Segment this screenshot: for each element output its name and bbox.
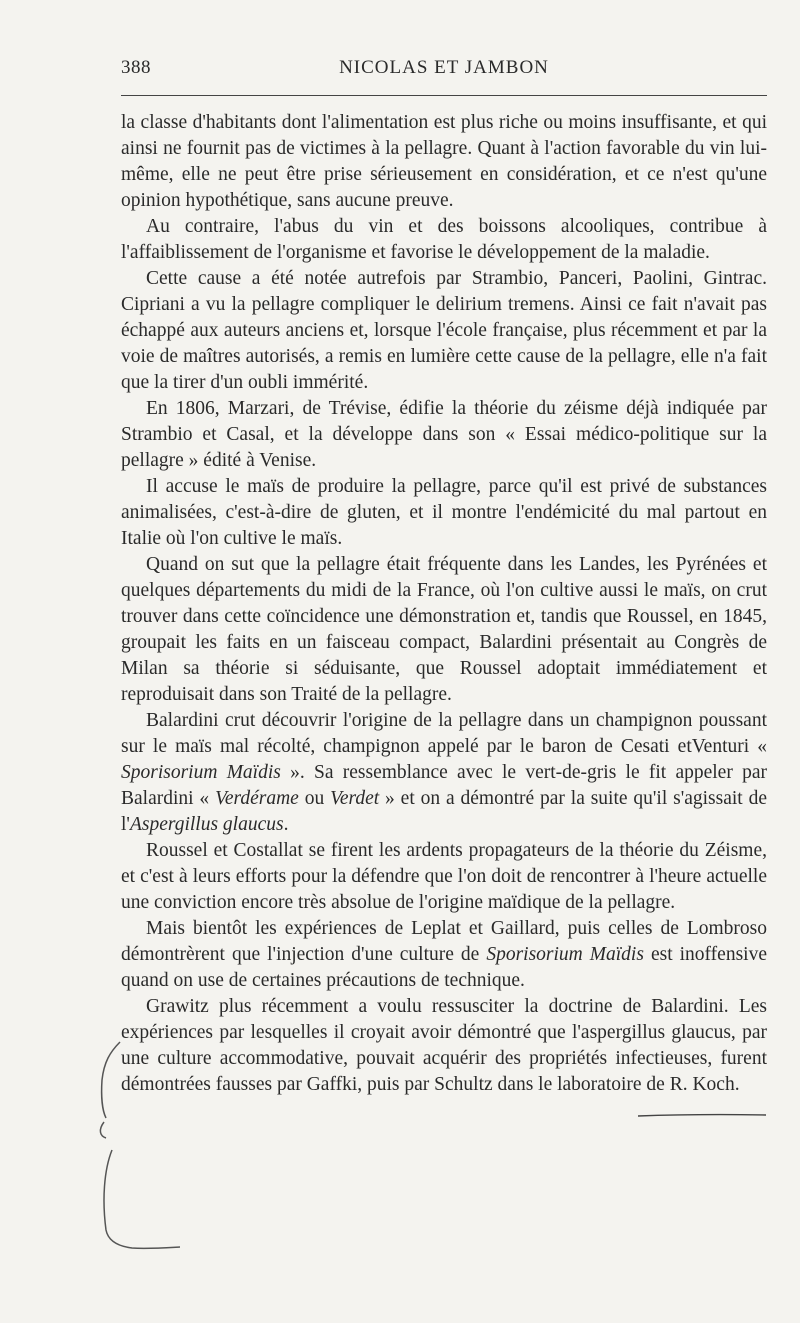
p7-text-3: ou [298,788,331,809]
paragraph-3: Cette cause a été notée autrefois par Strambio, Panceri, Paolini, Gintrac. Cipriani a vu la pellagre compliquer le delirium tremens. Ainsi ce fait n'avait pas échappé aux auteurs anciens et, lorsque l'école française, plus récemment et par la voie de maîtres autorisés, a remis en lumière cette cause de la pellagre, elle n'a fait que la tirer d'un oubli immérité. [121,268,767,393]
paragraph-2: Au contraire, l'abus du vin et des boissons alcooliques, contribue à l'affaiblissement de l'organisme et favorise le développement de la maladie. [121,216,767,263]
p7-italic-verderame: Verdérame [215,788,299,809]
p7-text-2: ». Sa ressemblance avec le vert-de-gris le fit appeler par Balardini « [121,762,767,809]
margin-pencil-bracket [92,1040,182,1255]
paragraph-1: la classe d'habitants dont l'alimentation est plus riche ou moins insuffisante, et qui ainsi ne fournit pas de victimes à la pellagre. Quant à l'action favorable du vin lui-même, elle ne peut être prise sérieusement en considération, et ce n'est qu'une opinion hypothétique, sans aucune preuve. [121,112,767,211]
p9-text-2: est inoffensive quand on use de certaines précautions de technique. [121,944,767,991]
p9-italic-sporisorium: Sporisorium Maïdis [486,944,644,965]
header-rule [121,95,767,96]
paragraph-8: Roussel et Costallat se firent les ardents propagateurs de la théorie du Zéisme, et c'est à leurs efforts pour la défendre que l'on doit de rencontrer à l'heure actuelle une conviction encore très absolue de l'origine maïdique de la pellagre. [121,840,767,913]
p7-text-4: » et on a démontré par la suite qu'il s'agissait de l' [121,788,768,835]
paragraph-6: Quand on sut que la pellagre était fréquente dans les Landes, les Pyrénées et quelques départements du midi de la France, où l'on cultive aussi le maïs, on crut trouver dans cette coïncidence une démonstration et, tandis que Roussel, en 1845, groupait les faits en un faisceau compact, Balardini présentait au Congrès de Milan sa théorie si séduisante, que Roussel adoptait immédiatement et reproduisait dans son Traité de la pellagre. [121,554,767,705]
p7-text-5: . [283,814,289,835]
p7-text-1: Balardini crut découvrir l'origine de la pellagre dans un champignon poussant sur le maïs mal récolté, champignon appelé par le baron de Cesati etVenturi « [121,710,767,757]
paragraph-5: Il accuse le maïs de produire la pellagre, parce qu'il est privé de substances animalisées, c'est-à-dire de gluten, et il montre l'endémicité du mal partout en Italie où l'on cultive le maïs. [121,476,767,549]
p9-text-1: Mais bientôt les expériences de Leplat et Gaillard, puis celles de Lombroso démontrèrent que l'injection d'une culture de [121,918,767,965]
paragraph-9 [121,916,767,994]
running-title: NICOLAS ET JAMBON [339,57,549,78]
p7-italic-sporisorium: Sporisorium Maïdis [121,762,281,783]
pencil-overline-mark [636,1112,768,1132]
page-header [121,57,767,83]
page-number: 388 [121,57,151,78]
paragraph-10: Grawitz plus récemment a voulu ressusciter la doctrine de Balardini. Les expériences par lesquelles il croyait avoir démontré que l'aspergillus glaucus, par une culture accommodative, pouvait acquérir des propriétés infectieuses, furent démontrées fausses par Gaffki, puis par Schultz dans le laboratoire de R. Koch. [121,996,767,1095]
paragraph-4: En 1806, Marzari, de Trévise, édifie la théorie du zéisme déjà indiquée par Strambio et Casal, et la développe dans son « Essai médico-politique sur la pellagre » édité à Venise. [121,398,767,471]
paragraph-7 [121,708,767,838]
p7-italic-verdet: Verdet [330,788,380,809]
p7-italic-aspergillus: Aspergillus glaucus [129,814,284,835]
body-text [121,110,767,1098]
